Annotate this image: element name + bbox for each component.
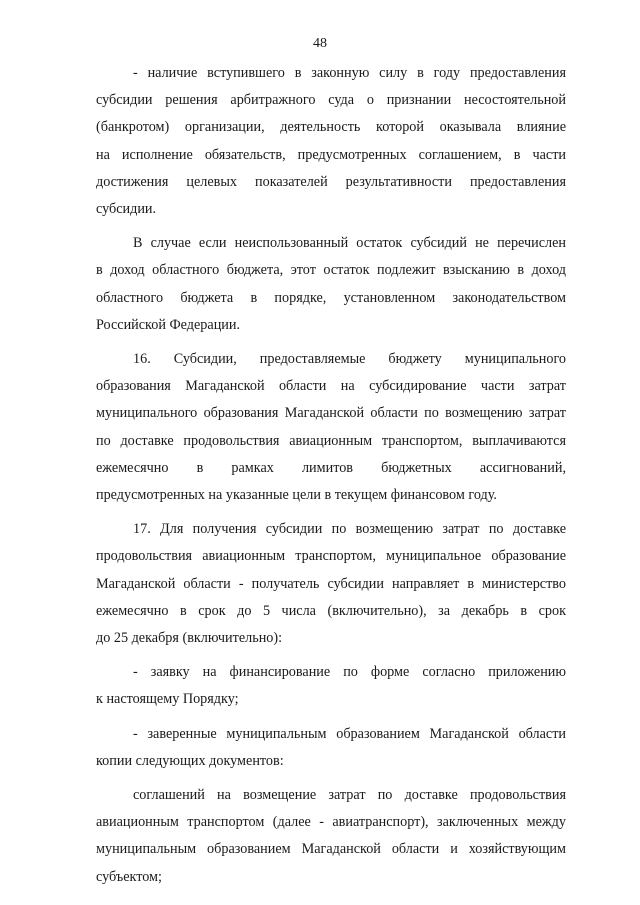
text-line: продовольствия авиационным транспортом, муниципальное образование bbox=[96, 548, 566, 565]
text-line: копии следующих документов: bbox=[96, 752, 284, 769]
document-body bbox=[96, 60, 566, 891]
text-line: к настоящему Порядку; bbox=[96, 691, 239, 708]
text-line: предусмотренных на указанные цели в текущем финансовом году. bbox=[96, 487, 497, 504]
text-line: Магаданской области - получатель субсидии направляет в министерство bbox=[96, 575, 566, 592]
text-line: соглашений на возмещение затрат по доставке продовольствия bbox=[133, 787, 566, 804]
paragraph bbox=[96, 230, 566, 339]
text-line: 17. Для получения субсидии по возмещению затрат по доставке bbox=[133, 521, 566, 538]
text-line: до 25 декабря (включительно): bbox=[96, 630, 283, 647]
paragraph bbox=[96, 659, 566, 713]
text-line: 16. Субсидии, предоставляемые бюджету муниципального bbox=[133, 351, 566, 368]
text-line: субъектом; bbox=[96, 868, 162, 885]
text-line: образования Магаданской области на субсидирование части затрат bbox=[96, 378, 566, 395]
paragraph bbox=[96, 782, 566, 891]
text-line: областного бюджета в порядке, установленном законодательством bbox=[96, 289, 566, 306]
text-line: - заявку на финансирование по форме согласно приложению bbox=[133, 664, 566, 681]
text-line: В случае если неиспользованный остаток субсидий не перечислен bbox=[133, 235, 566, 252]
text-line: в доход областного бюджета, этот остаток подлежит взысканию в доход bbox=[96, 262, 566, 279]
text-line: ежемесячно в рамках лимитов бюджетных ассигнований, bbox=[96, 459, 566, 476]
text-line: (банкротом) организации, деятельность которой оказывала влияние bbox=[96, 119, 566, 136]
text-line: по доставке продовольствия авиационным транспортом, выплачиваются bbox=[96, 432, 566, 449]
paragraph bbox=[96, 60, 566, 223]
text-line: - заверенные муниципальным образованием Магаданской области bbox=[133, 725, 566, 742]
text-line: субсидии. bbox=[96, 201, 157, 218]
paragraph bbox=[96, 516, 566, 652]
text-line: авиационным транспортом (далее - авиатранспорт), заключенных между bbox=[96, 814, 566, 831]
paragraph bbox=[96, 721, 566, 775]
text-line: Российской Федерации. bbox=[96, 316, 241, 333]
paragraph bbox=[96, 346, 566, 509]
text-line: муниципального образования Магаданской области по возмещению затрат bbox=[96, 405, 566, 422]
text-line: достижения целевых показателей результативности предоставления bbox=[96, 173, 566, 190]
text-line: субсидии решения арбитражного суда о признании несостоятельной bbox=[96, 92, 566, 109]
text-line: муниципальным образованием Магаданской области и хозяйствующим bbox=[96, 841, 566, 858]
text-line: на исполнение обязательств, предусмотренных соглашением, в части bbox=[96, 146, 566, 163]
text-line: ежемесячно в срок до 5 числа (включительно), за декабрь в срок bbox=[96, 602, 566, 619]
page-number: 48 bbox=[313, 36, 327, 51]
text-line: - наличие вступившего в законную силу в году предоставления bbox=[133, 65, 566, 81]
